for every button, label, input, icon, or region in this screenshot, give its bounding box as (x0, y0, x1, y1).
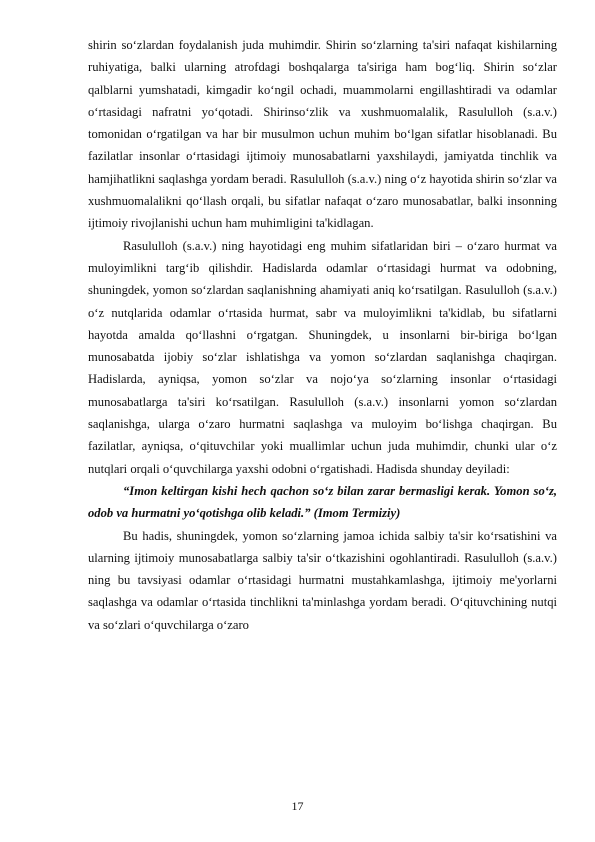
page-number: 17 (291, 799, 304, 813)
paragraph-shirin-sozlar: shirin so‘zlardan foydalanish juda muhimdir. Shirin so‘zlarning ta'siri nafaqat kishilarning ruhiyatiga, balki ularning atrofdagi boshqalarga ta'siriga ham bog‘liq. Shirin so‘zlar qalblarni yumshatadi, kimgadir ko‘ngil ochadi, muammolarni engillashtiradi va odamlar o‘rtasidagi nafratni yo‘qotadi. Shirinso‘zlik va xushmuomalalik, Rasululloh (s.a.v.) tomonidan o‘rgatilgan va har bir musulmon uchun muhim bo‘lgan sifatlar hisoblanadi. Bu fazilatlar insonlar o‘rtasidagi ijtimoiy munosabatlarni yaxshilaydi, jamiyatda tinchlik va hamjihatlikni saqlashga yordam beradi. Rasululloh (s.a.v.) ning o‘z hayotida shirin so‘zlar va xushmuomalalikni qo‘llash orqali, bu sifatlar nafaqat o‘zaro munosabatlar, balki insonning ijtimoiy rivojlanishi uchun ham muhimligini ta'kidlagan. (88, 38, 557, 231)
paragraph-hadis-tavsiya: Bu hadis, shuningdek, yomon so‘zlarning jamoa ichida salbiy ta'sir ko‘rsatishini va ularning ijtimoiy munosabatlarga salbiy ta'sir o‘tkazishini ogohlantiradi. Rasululloh (s.a.v.) ning bu tavsiyasi odamlar o‘rtasidagi hurmatni mustahkamlashga, ijtimoiy me'yorlarni saqlashga va odamlar o‘rtasida tinchlikni ta'minlashga yordam beradi. O‘qituvchining nutqi va so‘zlari o‘quvchilarga o‘zaro (88, 528, 557, 632)
paragraph-hurmat-muloyimlik: Rasululloh (s.a.v.) ning hayotidagi eng muhim sifatlaridan biri – o‘zaro hurmat va muloyimlikni targ‘ib qilishdir. Hadislarda odamlar o‘rtasidagi hurmat va odobning, shuningdek, yomon so‘zlardan saqlanishning ahamiyati aniq ko‘rsatilgan. Rasululloh (s.a.v.) o‘z nutqlarida odamlar o‘rtasida hurmat, sabr va muloyimlikni ta'kidlab, bu sifatlarni hayotda amalda qo‘llashni o‘rgatgan. Shuningdek, u insonlarni bir-biriga bo‘lgan munosabatda ijobiy so‘zlar ishlatishga va yomon so‘zlardan saqlanishga chaqirgan. Hadislarda, ayniqsa, yomon so‘zlar va nojo‘ya so‘zlarning insonlar o‘rtasidagi munosabatlarga ta'siri ko‘rsatilgan. Rasululloh (s.a.v.) insonlarni yomon so‘zlardan saqlanishga, ularga o‘zaro hurmatni saqlashga va muloyim bo‘lishga chaqirgan. Bu fazilatlar, ayniqsa, o‘qituvchilar yoki muallimlar uchun juda muhimdir, chunki ular o‘z nutqlari orqali o‘quvchilarga yaxshi odobni o‘rgatishadi. Hadisda shunday deyiladi: (88, 238, 557, 476)
document-page (88, 34, 557, 636)
hadith-quote: “Imon keltirgan kishi hech qachon so‘z bilan zarar bermasligi kerak. Yomon so‘z, odob va hurmatni yo‘qotishga olib keladi.” (Imom Termiziy) (88, 483, 557, 521)
